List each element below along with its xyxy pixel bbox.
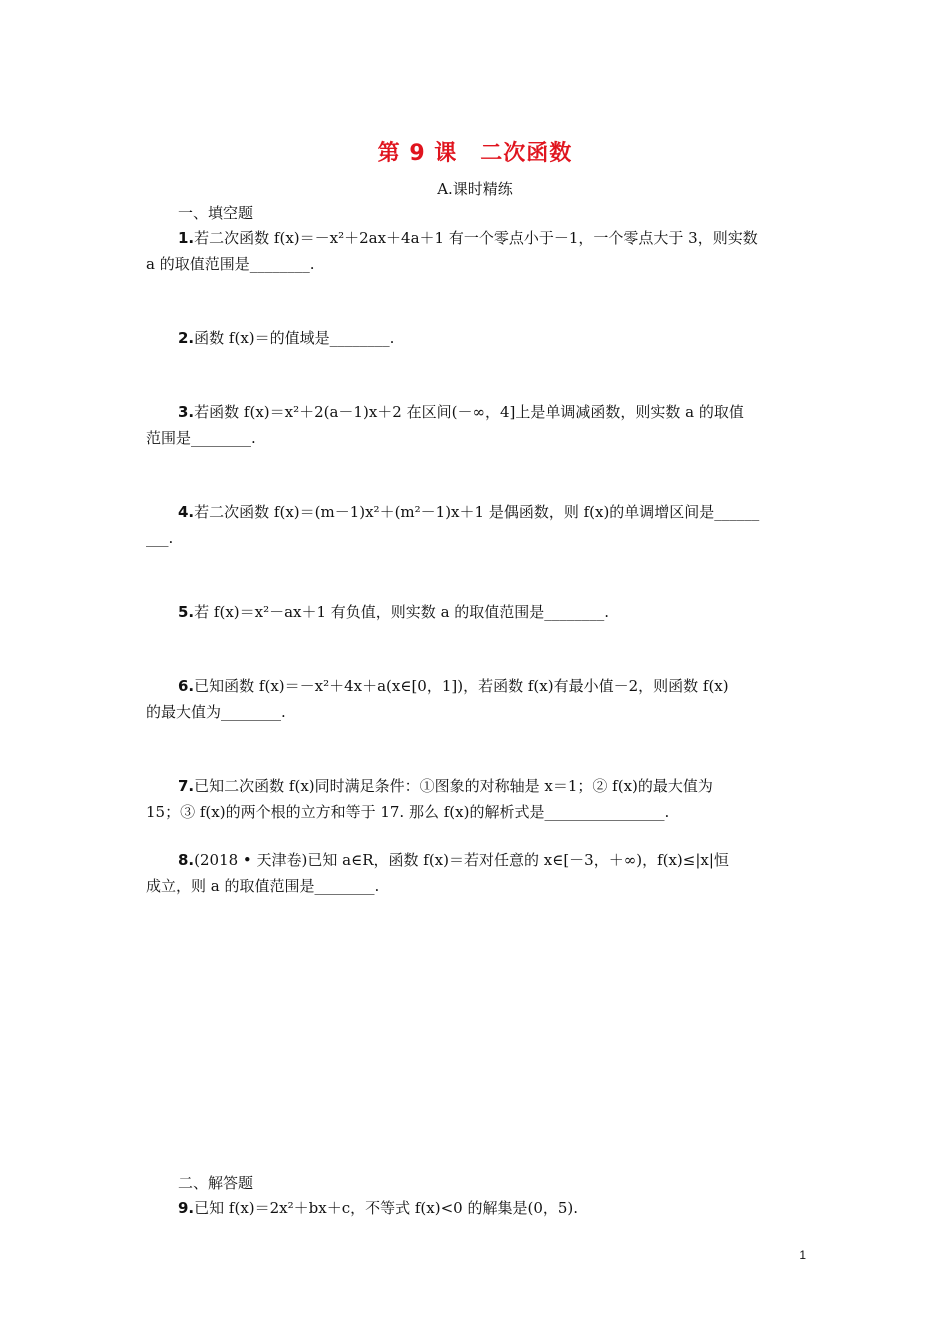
question-text: 已知二次函数 f(x)同时满足条件：①图象的对称轴是 x＝1；② f(x)的最大值为: [194, 777, 713, 795]
question-text: 15；③ f(x)的两个根的立方和等于 17. 那么 f(x)的解析式是________________.: [146, 803, 670, 821]
question-text: a 的取值范围是________.: [146, 255, 315, 273]
question-text: 成立，则 a 的取值范围是________.: [146, 877, 380, 895]
question-text: 若二次函数 f(x)＝(m－1)x²＋(m²－1)x＋1 是偶函数，则 f(x)的单调增区间是______: [194, 503, 760, 521]
page-number: 1: [799, 1248, 806, 1262]
section-answer: 二、解答题: [178, 1174, 254, 1192]
question-number: 5.: [178, 603, 195, 621]
subtitle: A.课时精练: [437, 180, 513, 198]
question-text: 若二次函数 f(x)＝－x²＋2ax＋4a＋1 有一个零点小于－1，一个零点大于 3，则实数: [194, 229, 758, 247]
question-number: 8.: [178, 851, 195, 869]
question-text: 若 f(x)＝x²－ax＋1 有负值，则实数 a 的取值范围是________.: [194, 603, 610, 621]
question-text: 已知函数 f(x)＝－x²＋4x＋a(x∈[0，1])，若函数 f(x)有最小值－2，则函数 f(x): [194, 677, 729, 695]
question-text: 已知 f(x)＝2x²＋bx＋c，不等式 f(x)<0 的解集是(0，5).: [194, 1199, 579, 1217]
question-number: 7.: [178, 777, 195, 795]
question-number: 1.: [178, 229, 195, 247]
question-number: 3.: [178, 403, 195, 421]
page-title: 第 9 课 二次函数: [377, 141, 573, 166]
section-fill-in: 一、填空题: [178, 204, 254, 222]
question-text: 范围是________.: [146, 429, 256, 447]
question-number: 9.: [178, 1199, 195, 1217]
question-number: 6.: [178, 677, 195, 695]
question-text: (2018 • 天津卷)已知 a∈R，函数 f(x)＝若对任意的 x∈[－3，＋∞)，f(x)≤|x|恒: [194, 851, 729, 869]
question-text: 函数 f(x)＝的值域是________.: [194, 329, 395, 347]
question-number: 4.: [178, 503, 195, 521]
question-text: ___.: [146, 529, 174, 547]
question-text: 若函数 f(x)＝x²＋2(a－1)x＋2 在区间(－∞，4]上是单调减函数，则实数 a 的取值: [194, 403, 744, 421]
question-text: 的最大值为________.: [146, 703, 286, 721]
question-number: 2.: [178, 329, 195, 347]
